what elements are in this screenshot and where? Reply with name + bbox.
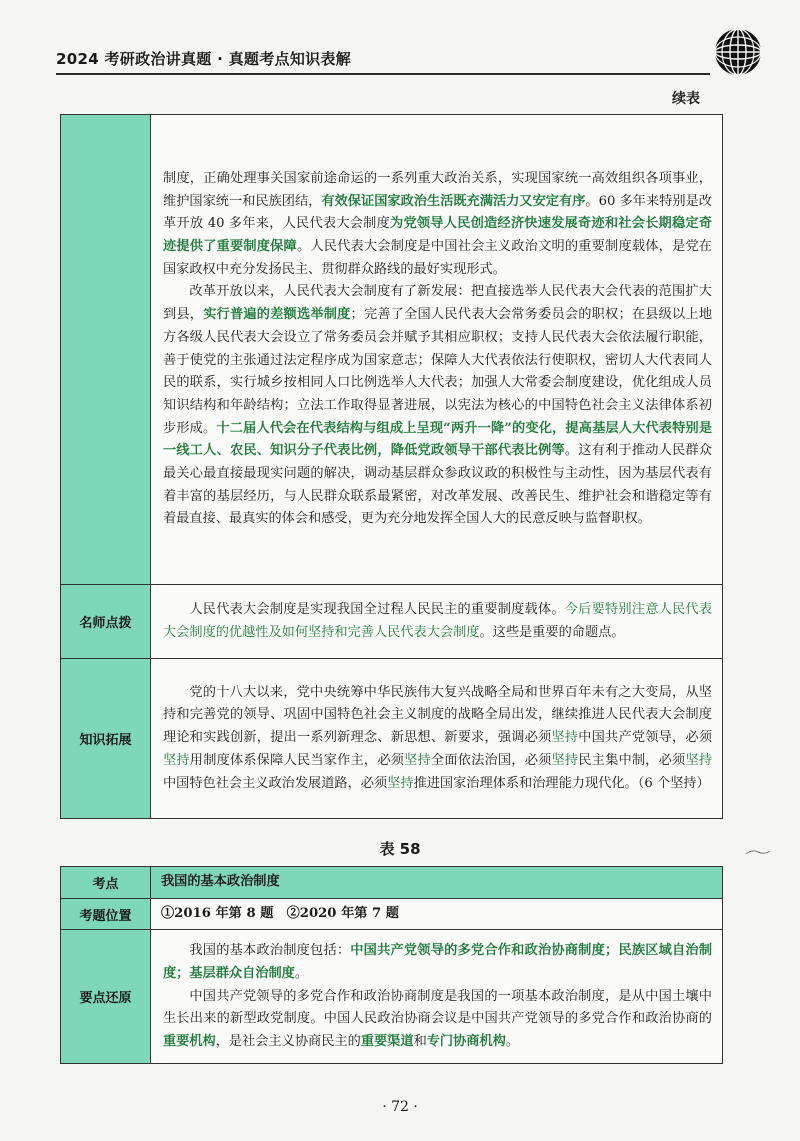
paragraph: 改革开放以来，人民代表大会制度有了新发展：把直接选举人民代表大会代表的范围扩大到县，实行普遍的差额选举制度；完善了全国人民代表大会常务委员会的职权；在县级以上地方各级人民代表大会设立了常务委员会并赋予其相应职权；支持人民代表大会依法履行职能，善于使党的主张通过法定程序成为国家意志；保障人大代表依法行使职权，密切人大代表同人民的联系，实行城乡按相同人口比例选举人大代表；加强人大常委会制度建设，优化组成人员知识结构和年龄结构；立法工作取得显著进展，以宪法为核心的中国特色社会主义法律体系初步形成。十二届人代会在代表结构与组成上呈现“两升一降”的变化，提高基层人大代表特别是一线工人、农民、知识分子代表比例，降低党政领导干部代表比例等。这有利于推动人民群众最关心最直接最现实问题的解决，调动基层群众参政议政的积极性与主动性，因为基层代表有着丰富的基层经历，与人民群众联系最紧密，对改革发展、改善民生、维护社会和谐稳定等有着最直接、最真实的体会和感受，更为充分地发挥全国人大的民意反映与监督职权。 [163,284,713,527]
row-content [151,585,723,659]
highlight-text: 十二届人代会在代表结构与组成上呈现“两升一降”的变化，提高基层人大代表特别是一线工人、农民、知识分子代表比例，降低党政领导干部代表比例等 [163,420,713,459]
knowledge-table-continued [60,114,723,819]
header-title: 2024 考研政治讲真题 · 真题考点知识表解 [56,50,352,68]
row-content [151,659,723,819]
topic-value: 我国的基本政治制度 [151,867,723,899]
highlight-text: 重要渠道 [360,1033,414,1049]
table-title: 表 58 [379,840,421,858]
table-row [61,115,723,585]
knowledge-table-58 [60,866,723,1064]
paragraph: 中国共产党领导的多党合作和政治协商制度是我国的一项基本政治制度，是从中国土壤中生长出来的新型政党制度。中国人民政治协商会议是中国共产党领导的多党合作和政治协商的重要机构，是社会主义协商民主的重要渠道和专门协商机构。 [163,988,712,1049]
highlight-text: 实行普遍的差额选举制度 [203,307,351,323]
question-position: ①2016 年第 8 题 ②2020 年第 7 题 [151,898,723,930]
highlight-text: 为党领导人民创造经济快速发展奇迹和社会长期稳定奇迹提供了重要制度保障 [163,216,713,254]
table-row [61,930,723,1064]
keyword-text: 坚持 [404,752,431,768]
continued-label: 续表 [672,91,700,107]
row-label: 考题位置 [61,898,151,930]
row-content [151,115,723,585]
keyword-text: 坚持 [685,752,713,768]
paragraph: 我国的基本政治制度包括：中国共产党领导的多党合作和政治协商制度；民族区域自治制度；基层群众自治制度。 [163,943,713,981]
highlight-text: 重要机构 [163,1033,216,1049]
highlight-text: 有效保证国家政治生活既充满活力又安定有序 [321,193,586,209]
header-divider [56,73,710,75]
page-number: · 72 · [382,1099,418,1115]
paragraph: 党的十八大以来，党中央统筹中华民族伟大复兴战略全局和世界百年未有之大变局，从坚持和完善党的领导、巩固中国特色社会主义制度的战略全局出发，继续推进人民代表大会制度理论和实践创新，提出一系列新理念、新思想、新要求，强调必须坚持中国共产党领导，必须坚持用制度体系保障人民当家作主，必须坚持全面依法治国，必须坚持民主集中制，必须坚持中国特色社会主义政治发展道路，必须坚持推进国家治理体系和治理能力现代化。（6 个坚持） [163,684,713,791]
row-label: 名师点拨 [61,585,151,659]
globe-icon [712,26,764,78]
highlight-text: 今后要特别注意人民代表大会制度的优越性及如何坚持和完善人民代表大会制度 [163,601,713,640]
keyword-text: 坚持 [551,730,579,746]
row-content [151,930,723,1064]
table-row [61,867,723,899]
table-row [61,585,723,659]
row-label: 考点 [61,867,151,899]
highlight-text: 专门协商机构 [426,1033,506,1049]
page-header [30,40,760,80]
keyword-text: 坚持 [551,752,579,768]
keyword-text: 坚持 [387,775,414,791]
table-row [61,659,723,819]
paragraph: 人民代表大会制度是实现我国全过程人民民主的重要制度载体。今后要特别注意人民代表大会制度的优越性及如何坚持和完善人民代表大会制度。这些是重要的命题点。 [163,601,713,640]
paragraph: 制度，正确处理事关国家前途命运的一系列重大政治关系，实现国家统一高效组织各项事业，维护国家统一和民族团结，有效保证国家政治生活既充满活力又安定有序。60 多年来特别是改革开放 40 多年来，人民代表大会制度为党领导人民创造经济快速发展奇迹和社会长期稳定奇迹提供了重要制度保障。人民代表大会制度是中国社会主义政治文明的重要制度载体，是党在国家政权中充分发扬民主、贯彻群众路线的最好实现形式。 [163,170,713,277]
row-label-empty [61,115,151,585]
row-label: 要点还原 [61,930,151,1064]
row-label: 知识拓展 [61,659,151,819]
scribble-mark [744,845,772,859]
highlight-text: 中国共产党领导的多党合作和政治协商制度；民族区域自治制度；基层群众自治制度 [163,943,713,981]
table-row [61,898,723,930]
keyword-text: 坚持 [163,752,190,768]
